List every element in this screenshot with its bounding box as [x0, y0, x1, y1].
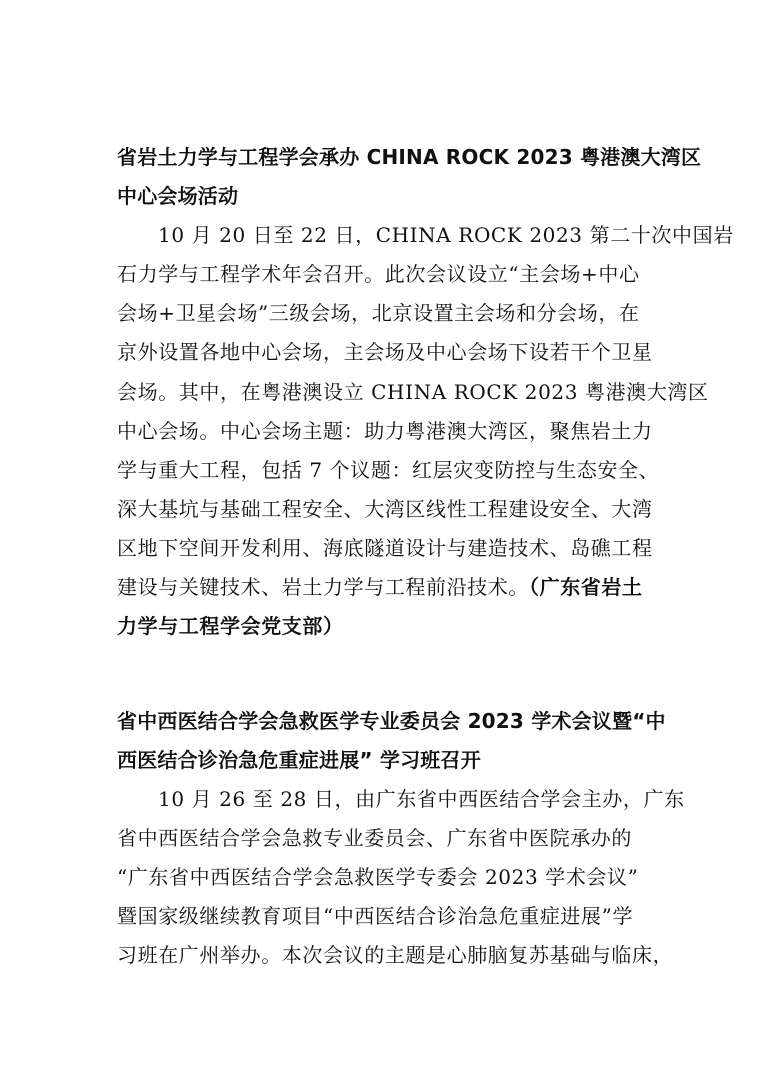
article-1-body-line-6: 中心会场。中心会场主题：助力粤港澳大湾区，聚焦岩土力 — [117, 419, 653, 443]
article-2-title-line-2: 西医结合诊治急危重症进展” 学习班召开 — [117, 748, 481, 772]
article-1-body-line-2: 石力学与工程学术年会召开。此次会议设立“主会场+中心 — [117, 262, 640, 286]
article-1-source-part-2: 力学与工程学会党支部） — [117, 614, 344, 638]
article-1-body-line-10-text: 建设与关键技术、岩土力学与工程前沿技术。 — [117, 575, 529, 599]
article-2-body-line-3: “广东省中西医结合学会急救医学专委会 2023 学术会议” — [117, 865, 639, 889]
article-1-body-line-9: 区地下空间开发利用、海底隧道设计与建造技术、岛礁工程 — [117, 536, 653, 560]
article-2-body-line-2: 省中西医结合学会急救专业委员会、广东省中医院承办的 — [117, 826, 632, 850]
article-1-body-line-5: 会场。其中，在粤港澳设立 CHINA ROCK 2023 粤港澳大湾区 — [117, 380, 709, 404]
article-2-body-line-5: 习班在广州举办。本次会议的主题是心肺脑复苏基础与临床， — [117, 943, 674, 967]
article-1-source-part-1: （广东省岩土 — [529, 575, 643, 599]
article-1-body-line-3: 会场+卫星会场”三级会场，北京设置主会场和分会场，在 — [117, 301, 640, 325]
article-1-body-line-10 — [117, 575, 643, 599]
article-2-title-line-1: 省中西医结合学会急救医学专业委员会 2023 学术会议暨“中 — [117, 709, 666, 733]
article-1-title-line-1: 省岩土力学与工程学会承办 CHINA ROCK 2023 粤港澳大湾区 — [117, 145, 702, 169]
article-2-body-line-4: 暨国家级继续教育项目“中西医结合诊治急危重症进展”学 — [117, 904, 634, 928]
article-1-body-line-7: 学与重大工程，包括 7 个议题：红层灾变防控与生态安全、 — [117, 458, 660, 482]
article-1-title-line-2: 中心会场活动 — [117, 184, 239, 208]
article-1-body-line-1: 10 月 20 日至 22 日，CHINA ROCK 2023 第二十次中国岩 — [158, 223, 734, 247]
article-2-body-line-1: 10 月 26 至 28 日，由广东省中西医结合学会主办，广东 — [158, 787, 685, 811]
article-1-body-line-4: 京外设置各地中心会场，主会场及中心会场下设若干个卫星 — [117, 340, 653, 364]
article-1-body-line-8: 深大基坑与基础工程安全、大湾区线性工程建设安全、大湾 — [117, 497, 653, 521]
